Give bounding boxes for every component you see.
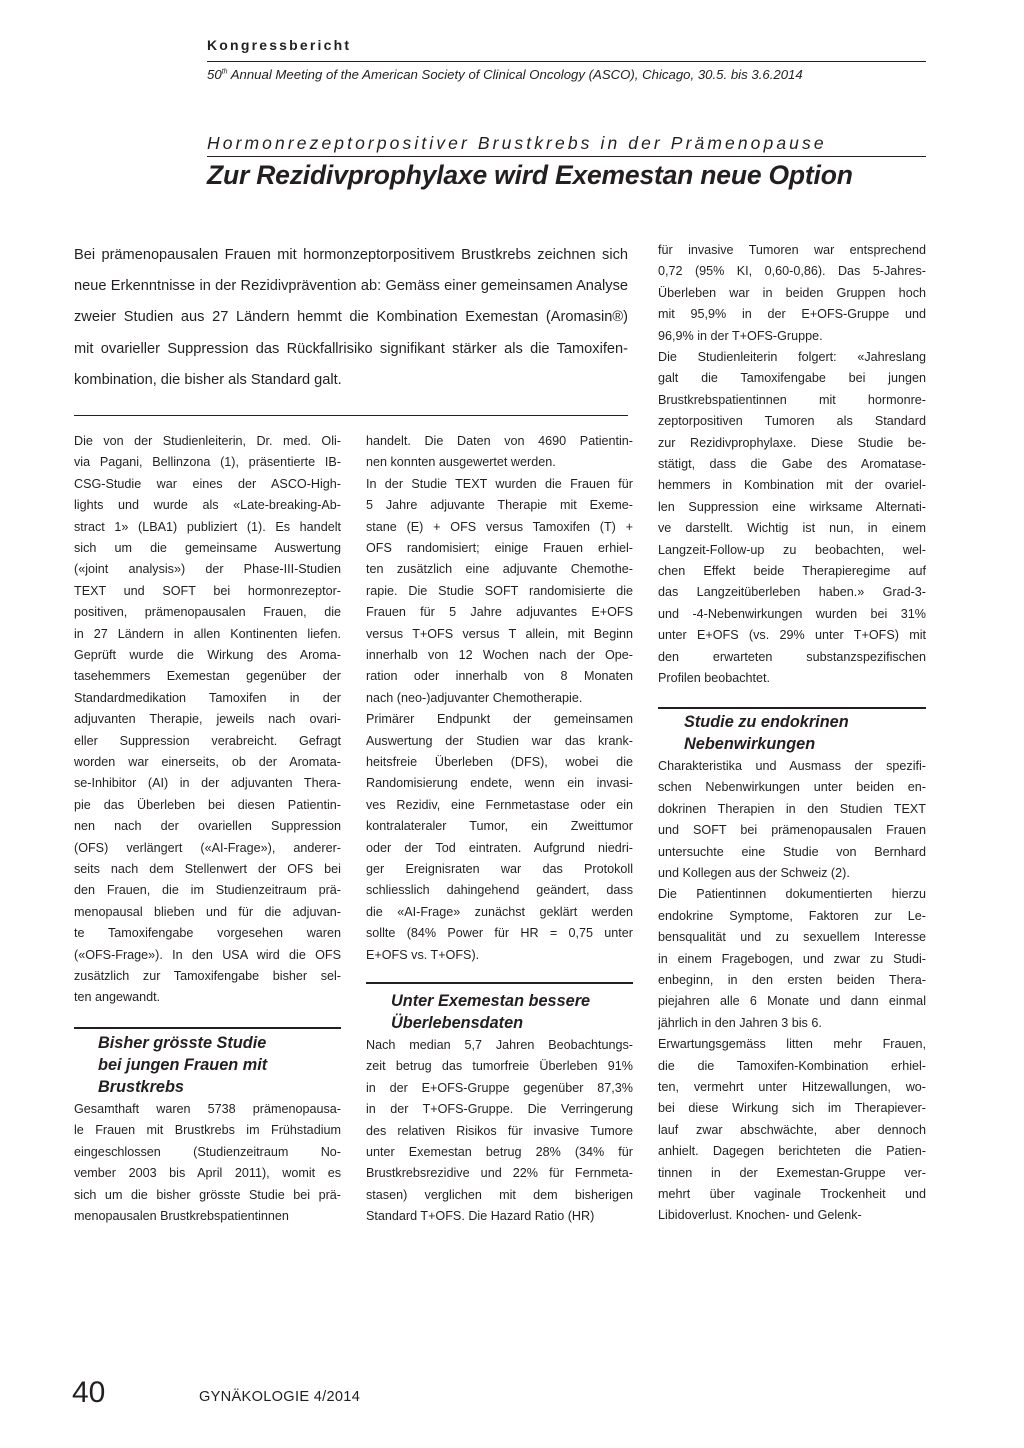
text-line: sich um die bisher grösste Studie bei prä-: [74, 1187, 341, 1202]
text-line: Charakteristika und Ausmass der spezifi-: [658, 759, 926, 773]
subhead-rule-2: [366, 982, 633, 984]
section-label: Kongressbericht: [207, 37, 352, 53]
text-line: eller Suppression verabreicht. Gefragt: [74, 733, 341, 748]
text-line: zur Rezidivprophylaxe. Diese Studie be-: [658, 435, 926, 450]
subhead-rule-3: [658, 707, 926, 709]
text-line: mehrt über vaginale Trockenheit und: [658, 1187, 926, 1201]
subhead-line: Überlebensdaten: [391, 1014, 524, 1032]
text-line: die «AI-Frage» zunächst geklärt werden: [366, 904, 633, 919]
text-line: und -4-Nebenwirkungen wurden bei 31%: [658, 606, 926, 621]
text-line: das Langzeitüberleben haben.» Grad-3-: [658, 585, 926, 600]
text-line: stasen) verglichen mit dem bisherigen: [366, 1187, 633, 1202]
meeting-text: Annual Meeting of the American Society of Clinical Oncology (ASCO), Chicago, 30.5. bis 3.6.2014: [227, 67, 803, 82]
subhead-line: bei jungen Frauen mit: [98, 1056, 268, 1074]
meeting-line: [207, 67, 803, 82]
text-line: (OFS) verlängert («AI-Frage»), anderer-: [74, 840, 341, 855]
text-line: bensqualität und zu sexuellem Interesse: [658, 930, 926, 945]
text-line: dokrinen Therapien in den Studien TEXT: [658, 801, 926, 816]
subhead-line: Studie zu endokrinen: [684, 713, 849, 731]
text-line: galt die Tamoxifengabe bei jungen: [658, 371, 926, 386]
text-line: heitsfreie Überleben (DFS), wobei die: [366, 755, 633, 769]
text-line: len Suppression eine wirksame Alternati-: [658, 499, 926, 514]
text-line: Nach median 5,7 Jahren Beobachtungs-: [366, 1038, 633, 1052]
text-line: zusätzlich zur Tamoxifengabe bisher sel-: [74, 969, 341, 983]
text-line: in einem Fragebogen, und zwar zu Studi-: [658, 951, 926, 966]
text-line: stract 1» (LBA1) publiziert (1). Es handelt: [74, 519, 341, 534]
text-line: Gesamthaft waren 5738 prämenopausa-: [74, 1102, 341, 1116]
text-line: adjuvanten Therapie, jeweils nach ovari-: [74, 712, 341, 727]
text-line: Erwartungsgemäss litten mehr Frauen,: [658, 1037, 926, 1052]
text-line: rapie. Die Studie SOFT randomisierte die: [366, 583, 633, 598]
text-line: tinnen in der Exemestan-Gruppe ver-: [658, 1165, 926, 1180]
text-line: oder der Tod eintraten. Aufgrund niedri-: [366, 840, 633, 855]
text-line: tasehemmers Exemestan gegenüber der: [74, 669, 341, 684]
text-line: In der Studie TEXT wurden die Frauen für: [366, 476, 633, 491]
text-line: OFS randomisiert; einige Frauen erhiel-: [366, 541, 633, 555]
text-line: Überleben war in beiden Gruppen hoch: [658, 285, 926, 300]
text-line: menopausalen Brustkrebspatientinnen: [74, 1209, 289, 1223]
text-line: zweier Studien aus 27 Ländern hemmt die Kombination Exemestan (Aromasin®): [74, 309, 628, 326]
text-line: ration oder innerhalb von 8 Monaten: [366, 669, 633, 684]
text-line: chen Effekt beide Therapieregime auf: [658, 564, 926, 578]
text-line: positiven, prämenopausalen Frauen, die: [74, 605, 341, 620]
text-line: Libidoverlust. Knochen- und Gelenk-: [658, 1208, 862, 1223]
text-line: nen konnten ausgewertet werden.: [366, 455, 556, 470]
text-line: kombination, die bisher als Standard galt.: [74, 371, 342, 388]
text-line: endokrine Symptome, Faktoren zur Le-: [658, 908, 926, 923]
journal-issue: GYNÄKOLOGIE 4/2014: [199, 1389, 361, 1405]
text-line: mit 95,9% in der E+OFS-Gruppe und: [658, 307, 926, 322]
text-line: vember 2003 bis April 2011), womit es: [74, 1166, 341, 1181]
text-line: ten angewandt.: [74, 990, 161, 1005]
text-line: des relativen Risikos für invasive Tumore: [366, 1123, 633, 1138]
text-line: enbeginn, in den ersten beiden Thera-: [658, 973, 926, 987]
text-line: ve darstellt. Wichtig ist nun, in einem: [658, 521, 926, 536]
text-line: stätigt, dass die Gabe des Aromatase-: [658, 457, 926, 471]
text-line: mit ovarieller Suppression das Rückfallrisiko signifikant stärker als die Tamoxifen-: [74, 340, 628, 357]
text-line: kontralateraler Tumor, ein Zweittumor: [366, 819, 633, 834]
text-line: in der T+OFS-Gruppe. Die Verringerung: [366, 1102, 633, 1117]
text-line: hemmers in Kombination mit der ovariel-: [658, 478, 926, 493]
text-line: via Pagani, Bellinzona (1), präsentierte IB-: [74, 455, 341, 470]
text-line: 5 Jahre adjuvante Therapie mit Exeme-: [366, 498, 633, 513]
text-line: Brustkrebsrezidive und 22% für Fernmeta-: [366, 1166, 633, 1181]
article-kicker: Hormonrezeptorpositiver Brustkrebs in der Prämenopause: [207, 133, 827, 153]
subhead-line: Brustkrebs: [98, 1078, 184, 1096]
text-line: sich um die gemeinsame Auswertung: [74, 541, 341, 555]
text-line: Randomisierung endete, wenn ein invasi-: [366, 776, 633, 791]
text-line: Brustkrebspatientinnen mit hormonre-: [658, 392, 926, 407]
text-line: te Tamoxifengabe vorgesehen waren: [74, 926, 341, 941]
text-line: jährlich in den Jahren 3 bis 6.: [658, 1015, 822, 1030]
text-line: seits nach dem Stellenwert der OFS bei: [74, 862, 341, 876]
text-line: zeit betrug das tumorfreie Überleben 91%: [366, 1059, 633, 1074]
text-line: Die Studienleiterin folgert: «Jahreslang: [658, 350, 926, 364]
article-title: Zur Rezidivprophylaxe wird Exemestan neue Option: [207, 160, 853, 190]
header-rule: [207, 61, 926, 62]
text-line: nen nach der ovariellen Suppression: [74, 819, 341, 834]
text-line: ger Ereignisraten war das Protokoll: [366, 862, 633, 876]
text-line: bei diese Wirkung sich im Therapiever-: [658, 1101, 926, 1116]
text-line: anhielt. Dagegen berichteten die Patien-: [658, 1144, 926, 1159]
text-line: pie das Überleben bei diesen Patientin-: [74, 797, 341, 812]
text-line: stane (E) + OFS versus Tamoxifen (T) +: [366, 519, 633, 534]
text-line: piejahren alle 6 Monate und dann einmal: [658, 994, 926, 1009]
text-line: Auswertung der Studien war das krank-: [366, 733, 633, 748]
meeting-superscript: th: [221, 68, 228, 76]
text-line: versus T+OFS versus T allein, mit Beginn: [366, 626, 633, 641]
text-line: Primärer Endpunkt der gemeinsamen: [366, 712, 633, 727]
text-line: TEXT und SOFT bei hormonrezeptor-: [74, 583, 341, 598]
text-line: («joint analysis») der Phase-III-Studien: [74, 562, 341, 577]
text-line: le Frauen mit Brustkrebs im Frühstadium: [74, 1123, 341, 1138]
text-line: innerhalb von 12 Wochen nach der Ope-: [366, 648, 633, 662]
text-line: nach (neo-)adjuvanter Chemotherapie.: [366, 690, 583, 705]
text-line: Frauen für 5 Jahre adjuvantes E+OFS: [366, 605, 633, 620]
text-line: Profilen beobachtet.: [658, 671, 771, 685]
text-line: zeptorpositiven Tumoren als Standard: [658, 414, 926, 429]
text-line: für invasive Tumoren war entsprechend: [658, 243, 926, 257]
text-line: den erwarteten substanzspezifischen: [658, 649, 926, 664]
text-line: und Kollegen aus der Schweiz (2).: [658, 866, 850, 880]
text-line: die die Tamoxifen-Kombination erhiel-: [658, 1058, 926, 1073]
text-line: Standardmedikation Tamoxifen in der: [74, 690, 341, 705]
page-number: 40: [72, 1376, 106, 1409]
text-line: 96,9% in der T+OFS-Gruppe.: [658, 328, 823, 343]
text-line: sollte (84% Power für HR = 0,75 unter: [366, 926, 633, 941]
text-line: handelt. Die Daten von 4690 Patientin-: [366, 434, 633, 448]
text-line: ten, vermehrt unter Hitzewallungen, wo-: [658, 1080, 926, 1094]
text-line: schen Nebenwirkungen unter beiden en-: [658, 780, 926, 795]
subhead-rule-1: [74, 1027, 341, 1029]
text-line: («OFS-Frage»). In den USA wird die OFS: [74, 947, 341, 962]
subhead-line: Bisher grösste Studie: [98, 1034, 267, 1052]
text-line: se-Inhibitor (AI) in der adjuvanten Thera-: [74, 776, 341, 791]
text-line: und SOFT bei prämenopausalen Frauen: [658, 823, 926, 838]
text-line: in der E+OFS-Gruppe gegenüber 87,3%: [366, 1080, 633, 1095]
subhead-line: Unter Exemestan bessere: [391, 992, 591, 1010]
title-rule: [207, 156, 926, 157]
text-line: unter E+OFS (vs. 29% unter T+OFS) mit: [658, 628, 926, 643]
lead-rule: [74, 415, 628, 416]
text-line: E+OFS vs. T+OFS).: [366, 947, 480, 962]
text-line: unter Exemestan betrug 28% (34% für: [366, 1145, 633, 1159]
text-line: schliesslich dahingehend geändert, dass: [366, 883, 633, 898]
text-line: 0,72 (95% KI, 0,60-0,86). Das 5-Jahres-: [658, 264, 926, 279]
meeting-number: 50: [207, 67, 222, 82]
text-line: neue Erkenntnisse in der Rezidivprävention ab: Gemäss einer gemeinsamen Analyse: [74, 278, 628, 295]
text-line: lights und wurde als «Late-breaking-Ab-: [74, 498, 341, 513]
text-line: Bei prämenopausalen Frauen mit hormonzeptorpositivem Brustkrebs zeichnen sich: [74, 247, 628, 263]
text-line: worden war einerseits, ob der Aromata-: [74, 755, 341, 769]
text-line: ten zusätzlich eine adjuvante Chemothe-: [366, 562, 633, 577]
text-line: CSG-Studie war eines der ASCO-High-: [74, 476, 341, 491]
text-line: den Frauen, die im Studienzeitraum prä-: [74, 883, 341, 898]
text-line: eingeschlossen (Studienzeitraum No-: [74, 1144, 341, 1159]
text-line: untersuchte eine Studie von Bernhard: [658, 844, 926, 859]
text-line: Geprüft wurde die Wirkung des Aroma-: [74, 648, 341, 662]
text-line: Die von der Studienleiterin, Dr. med. Oli-: [74, 434, 341, 448]
text-line: in 27 Ländern in allen Kontinenten liefen.: [74, 626, 341, 641]
text-line: Die Patientinnen dokumentierten hierzu: [658, 887, 926, 902]
text-line: Langzeit-Follow-up zu beobachten, wel-: [658, 542, 926, 557]
text-line: lauf zwar abschwächte, aber dennoch: [658, 1122, 926, 1137]
text-line: menopausal blieben und für die adjuvan-: [74, 904, 341, 919]
subhead-line: Nebenwirkungen: [684, 735, 816, 753]
text-line: Standard T+OFS. Die Hazard Ratio (HR): [366, 1209, 595, 1224]
text-line: ves Rezidiv, eine Fernmetastase oder ein: [366, 797, 633, 812]
